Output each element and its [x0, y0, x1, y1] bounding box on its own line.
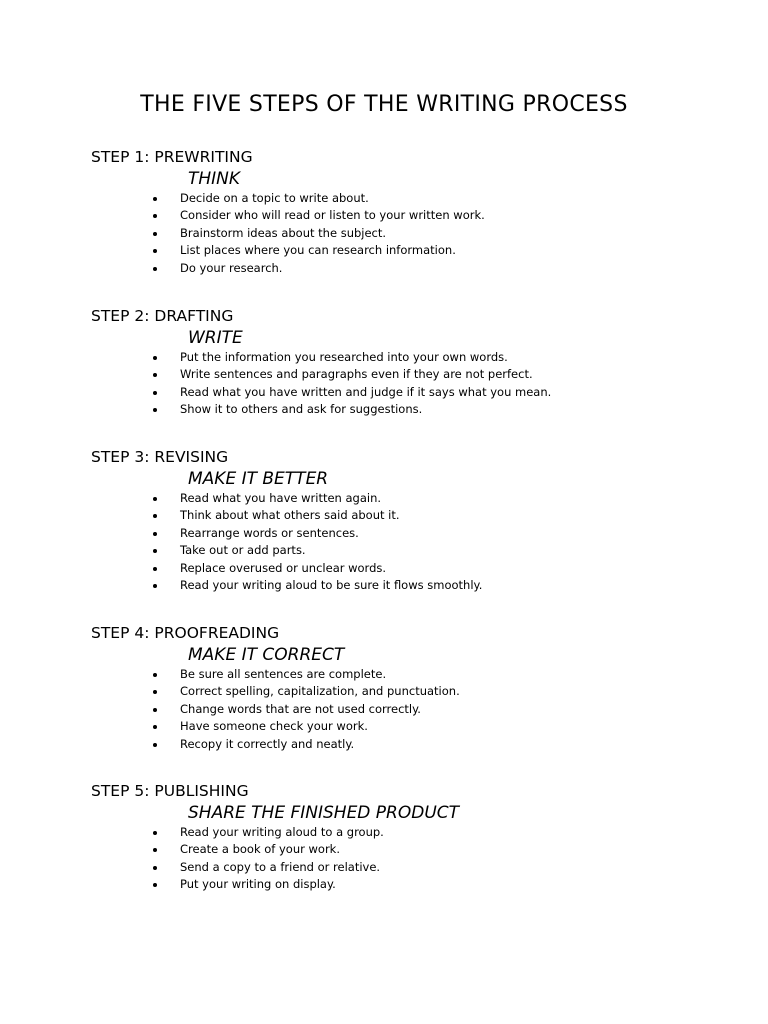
bullet-list [91, 349, 731, 419]
list-item-text: Decide on a topic to write about. [180, 191, 369, 205]
step-subtitle: THINK [188, 169, 241, 189]
list-item-text: Read what you have written again. [180, 491, 382, 505]
list-item-text: Rearrange words or sentences. [180, 525, 359, 540]
bullet-icon [153, 408, 157, 412]
bullet-icon [153, 690, 157, 694]
list-item-text: List places where you can research information. [180, 243, 456, 258]
step-4-section [91, 622, 731, 753]
list-item [91, 666, 731, 683]
bullet-icon [153, 883, 157, 887]
list-item [91, 207, 731, 224]
list-item [91, 560, 731, 577]
step-subtitle: WRITE [188, 328, 243, 348]
bullet-list [91, 490, 731, 594]
bullet-icon [153, 514, 157, 518]
step-heading: STEP 3: REVISING [91, 448, 229, 466]
list-item-text: Change words that are not used correctly. [180, 701, 421, 716]
bullet-icon [153, 197, 157, 201]
step-heading: STEP 2: DRAFTING [91, 307, 234, 325]
bullet-icon [153, 249, 157, 253]
bullet-icon [153, 673, 157, 677]
list-item-text: Do your research. [180, 260, 283, 275]
page-title: THE FIVE STEPS OF THE WRITING PROCESS [140, 92, 628, 117]
list-item-text: Put your writing on display. [180, 877, 336, 892]
list-item-text: Take out or add parts. [180, 543, 306, 558]
list-item [91, 190, 731, 207]
list-item [91, 384, 731, 401]
bullet-icon [153, 848, 157, 852]
list-item-text: Put the information you researched into your own words. [180, 350, 508, 364]
bullet-icon [153, 214, 157, 218]
list-item [91, 718, 731, 735]
bullet-icon [153, 232, 157, 236]
list-item-text: Show it to others and ask for suggestions. [180, 402, 423, 417]
bullet-icon [153, 373, 157, 377]
list-item-text: Consider who will read or listen to your written work. [180, 208, 485, 223]
bullet-list [91, 190, 731, 277]
list-item-text: Send a copy to a friend or relative. [180, 859, 381, 874]
list-item [91, 577, 731, 594]
list-item [91, 507, 731, 524]
list-item [91, 260, 731, 277]
list-item-text: Be sure all sentences are complete. [180, 667, 387, 681]
list-item-text: Correct spelling, capitalization, and punctuation. [180, 684, 460, 699]
bullet-icon [153, 391, 157, 395]
bullet-icon [153, 267, 157, 271]
bullet-list [91, 666, 731, 753]
list-item [91, 841, 731, 858]
list-item [91, 242, 731, 259]
step-2-section [91, 305, 731, 419]
list-item [91, 525, 731, 542]
list-item-text: Write sentences and paragraphs even if they are not perfect. [180, 367, 533, 382]
list-item-text: Replace overused or unclear words. [180, 560, 387, 575]
list-item [91, 225, 731, 242]
list-item-text: Read your writing aloud to a group. [180, 825, 384, 839]
list-item [91, 490, 731, 507]
bullet-icon [153, 725, 157, 729]
bullet-icon [153, 567, 157, 571]
list-item [91, 366, 731, 383]
step-subtitle: SHARE THE FINISHED PRODUCT [188, 803, 460, 823]
list-item-text: Think about what others said about it. [180, 508, 400, 523]
step-heading: STEP 5: PUBLISHING [91, 782, 249, 800]
step-heading: STEP 1: PREWRITING [91, 148, 253, 166]
bullet-icon [153, 866, 157, 870]
step-subtitle: MAKE IT CORRECT [188, 645, 345, 665]
list-item-text: Read what you have written and judge if it says what you mean. [180, 384, 552, 399]
bullet-icon [153, 708, 157, 712]
list-item [91, 683, 731, 700]
list-item [91, 542, 731, 559]
list-item-text: Recopy it correctly and neatly. [180, 736, 355, 751]
step-subtitle: MAKE IT BETTER [188, 469, 329, 489]
list-item [91, 701, 731, 718]
list-item-text: Have someone check your work. [180, 719, 368, 734]
list-item [91, 859, 731, 876]
bullet-icon [153, 831, 157, 835]
step-5-section [91, 780, 731, 894]
bullet-list [91, 824, 731, 894]
list-item [91, 736, 731, 753]
list-item [91, 349, 731, 366]
bullet-icon [153, 497, 157, 501]
list-item [91, 824, 731, 841]
step-1-section [91, 146, 731, 277]
list-item [91, 876, 731, 893]
list-item-text: Create a book of your work. [180, 842, 340, 857]
list-item-text: Brainstorm ideas about the subject. [180, 225, 387, 240]
bullet-icon [153, 584, 157, 588]
step-3-section [91, 446, 731, 594]
list-item-text: Read your writing aloud to be sure it flows smoothly. [180, 577, 483, 592]
bullet-icon [153, 532, 157, 536]
list-item [91, 401, 731, 418]
step-heading: STEP 4: PROOFREADING [91, 624, 280, 642]
bullet-icon [153, 743, 157, 747]
bullet-icon [153, 356, 157, 360]
bullet-icon [153, 549, 157, 553]
